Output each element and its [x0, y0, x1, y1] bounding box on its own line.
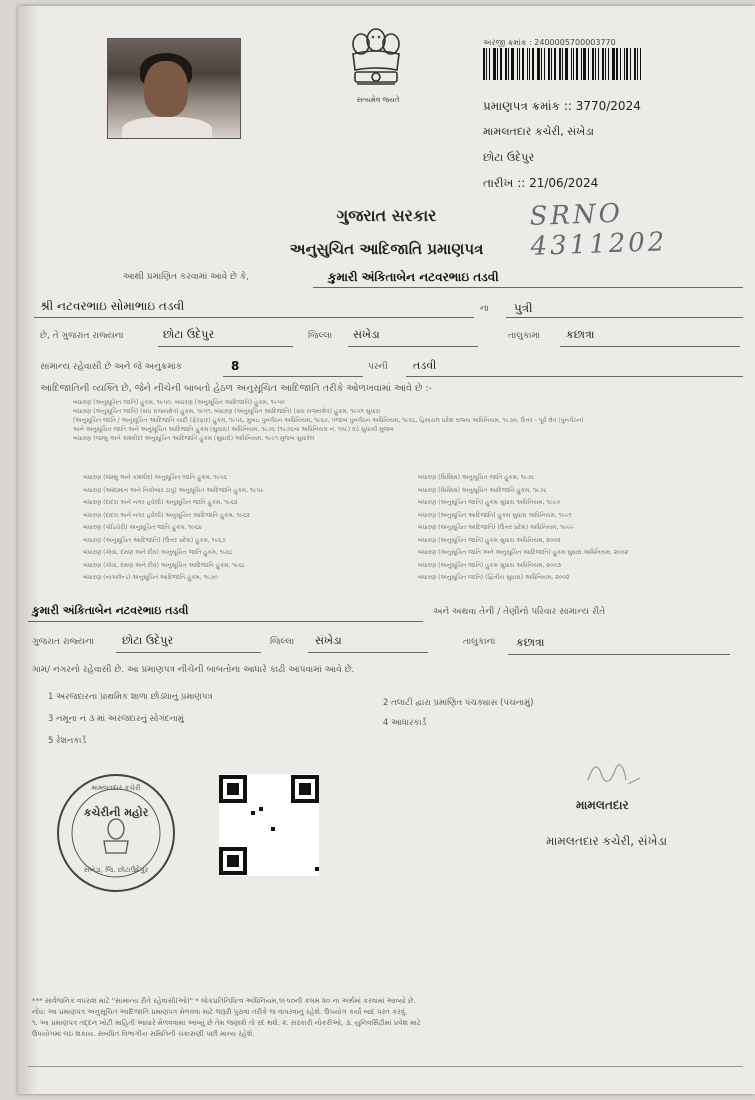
footer-line-3: ૧. આ પ્રમાણપત્ર તદ્દન ખોટી માહિતી આધારે મેળવવામાં આવ્યું છે તેમ જણાશે તો રદ થશે. ૨. સરકારી નોકરીઓ, ૩. યુનિવર્સિટીમાં પ્રવેશ માટે [32, 1019, 421, 1027]
certificate-title: અનુસુચિત આદિજાતિ પ્રમાણપત્ર [289, 240, 484, 258]
barcode [483, 48, 649, 80]
document-item-5: 5 રેશનકાર્ડ [48, 736, 87, 746]
tribe-name: તડવી [413, 359, 437, 372]
serial-number: 8 [231, 359, 240, 373]
taluka-value: કછાત્રા [566, 328, 595, 341]
footer-line-4: ઉપયોગમાં લઇ શકાય. સંબંધિત વિભાગીય સમિતિની ચકાસણી પછી માન્ય રહેશે. [32, 1030, 255, 1038]
basis-line: ગામ/ નગરનો રહેવાસી છે. આ પ્રમાણપત્ર નીચેની બાબતોના આધારે કાઢી આપવામાં આવે છે. [32, 665, 355, 675]
paper-fold [18, 6, 40, 1094]
jilla-value: સંખેડા [353, 328, 380, 341]
fine-print-line-5: બંધારણ (જમ્મુ અને કાશ્મીર) અનુસૂચિત આદિજાતિ હુકમ (સુધારો) અધિનિયમ, ૧૯૯૧ મુજબ સુધારેલ [73, 435, 315, 442]
fine-print-right-item-5: બંધારણ (અનુસૂચિત આદિજાતિ) (ઉત્તર પ્રદેશ) અધિનિયમ, ૧૯૯૯ [418, 524, 574, 531]
application-number: અરજી ક્રમાંક : 2400005700003770 [483, 38, 616, 47]
fine-print-right [418, 472, 738, 585]
certificate-page [18, 6, 755, 1094]
signatory-office: મામલતદાર કચેરી, સંખેડા [546, 834, 668, 848]
fine-print-line-3: (અનુસૂચિત જાતિ / અનુસૂચિત આદિજાતિ યાદી (ફેરફાર) હુકમ, ૧૯૫૬, મુંબઇ પુનર્ગઠન અધિનિયમ, ૧૯૬૦, પંજાબ પુનર્ગઠન અધિનિયમ, ૧૯૬૬, હિમાચલ પ્રદેશ રાજ્ય અધિનિયમ, ૧૯૭૦, ઉત્તર - પૂર્વ ક્ષેત્ર (પુનર્ગઠન) [73, 417, 584, 424]
document-item-4: 4 આધારકાર્ડ [383, 718, 427, 728]
footer-notes [32, 996, 737, 1040]
fine-print-line-1: બંધારણ (અનુસૂચિત જાતિ) હુકમ, ૧૯૫૦, બંધારણ (અનુસૂચિત આદિજાતિ) હુકમ, ૧૯૫૦ [73, 399, 285, 406]
footer-line-2: નોંધ: આ પ્રમાણપત્ર અનુસૂચિત આદિજાતિ પ્રમાણપત્ર મેળવવા માટે જરૂરી પુરાવા તરીકે જ વાપરવાનું રહેશે. ઉપયોગ કર્યા બાદ પરત કરવું. [32, 1008, 408, 1016]
signatory-title: મામલતદાર [576, 798, 629, 812]
jilla-label-2: જિલ્લા [270, 637, 295, 647]
fine-print-right-item-4: બંધારણ (અનુસૂચિત આદિજાતિ) હુકમ સુધારા અધિનિયમ, ૧૯૯૧ [418, 511, 572, 519]
fine-print-full [73, 398, 743, 443]
fine-print-left-item-9: બંધારણ (નાગાલેન્ડ) અનુસૂચિત આદિજાતિ હુકમ, ૧૯૭૦ [83, 574, 218, 581]
fine-print-left-item-6: બંધારણ (અનુસૂચિત આદિજાતિ) (ઉત્તર પ્રદેશ) હુકમ, ૧૯૬૭ [83, 536, 226, 544]
applicant-name-repeat: કુમારી અંકિતાબેન નટવરભાઇ તડવી [32, 604, 189, 617]
handwritten-serial: SRNO 4311202 [529, 198, 668, 262]
fine-print-right-item-8: બંધારણ (અનુસૂચિત જાતિ) હુકમ સુધારા અધિનિયમ, ૨૦૦૩ [418, 561, 562, 569]
fine-print-left-item-3: બંધારણ (દાદરા અને નગર હવેલી) અનુસૂચિત જાતિ હુકમ, ૧૯૬૨ [83, 499, 238, 506]
family-line: અને અથવા તેની / તેણીનો પરિવાર સામાન્ય રીતે [433, 607, 606, 617]
fine-print-right-item-2: બંધારણ (સિક્કિમ) અનુસૂચિત આદિજાતિ હુકમ, ૧૯૭૮ [418, 486, 548, 494]
fine-print-right-item-1: બંધારણ (સિક્કિમ) અનુસૂચિત જાતિ હુકમ, ૧૯૭૮ [418, 474, 535, 481]
father-name: શ્રી નટવરભાઇ સોમાભાઇ તડવી [40, 299, 185, 313]
fine-print-left-item-7: બંધારણ (ગોવા, દમણ અને દીવ) અનુસૂચિત જાતિ હુકમ, ૧૯૬૮ [83, 549, 233, 556]
fine-print-left-item-4: બંધારણ (દાદરા અને નગર હવેલી) અનુસૂચિત આદિજાતિ હુકમ, ૧૯૬૨ [83, 511, 250, 519]
document-item-2: 2 તલાટી દ્વારા પ્રમાણિત પંચક્યાસ (પંચનામું) [383, 698, 534, 708]
relation: પુત્રી [514, 301, 533, 315]
fine-print-left-item-2: બંધારણ (આંદામાન અને નિકોબાર ટાપુ) અનુસૂચિત આદિજાતિ હુકમ, ૧૯૫૯ [83, 486, 264, 494]
district-value-2: છોટા ઉદેપુર [122, 634, 174, 647]
applicant-photo [107, 38, 241, 139]
jilla-value-2: સંખેડા [315, 634, 342, 647]
footer-line-1: *** સાર્વજનિક વપરાશ માટે "સામાન્ય રીતે રહેવાસી(ઓ)" * લોકપ્રતિનિધિત્વ અધિનિયમ,૧૯૫૦ની કલમ ૨૦ ના અર્થમાં કરવામાં આવ્યો છે. [32, 997, 416, 1005]
certificate-number: પ્રમાણપત્ર ક્રમાંક :: 3770/2024 [483, 99, 641, 113]
seal-bottom-text: સંખેડા, જિ. છોટાઉદેપુર [83, 866, 149, 874]
issue-date: તારીખ :: 21/06/2024 [483, 176, 599, 190]
emblem-caption: સત્યમેવ જયતે [356, 96, 400, 104]
state-label-2: ગુજરાત રાજ્યના [32, 637, 95, 647]
fine-print-right-item-7: બંધારણ (અનુસૂચિત જાતિ અને અનુસૂચિત આદિજાતિ) હુકમ સુધારા અધિનિયમ, ૨૦૦૨ [418, 549, 628, 556]
issuing-office: મામલતદાર કચેરી, સંખેડા [483, 125, 594, 138]
residence-text: સામાન્ય રહેવાસી છે અને જે અનુક્રમાંક [40, 362, 183, 372]
district-value: છોટા ઉદેપુર [163, 328, 215, 341]
fine-print-right-item-9: બંધારણ (અનુસૂચિત જાતિ) (દ્વિતીય સુધારા) અધિનિયમ, ૨૦૦૨ [418, 574, 570, 581]
issuing-district: છોટા ઉદેપુર [483, 151, 535, 164]
state-label: છે, તે ગુજરાત રાજ્યના [40, 331, 124, 341]
tribe-basis-text: આદિજાતિની વ્યક્તિ છે, જેને નીચેની બાબતો હેઠળ અનુસૂચિત આદિજાતિ તરીકે ઓળખવામાં આવે છે :- [40, 383, 432, 394]
taluka-label-2: તાલુકાના [463, 637, 496, 647]
seal-center-text: કચેરીની મહોર [83, 806, 149, 819]
fine-print-right-item-3: બંધારણ (અનુસૂચિત જાતિ) હુકમ સુધારા અધિનિયમ, ૧૯૯૦ [418, 499, 560, 506]
qr-code [219, 774, 319, 876]
document-item-1: 1 અરજદારના પ્રાથમિક શાળા છોડ્યાનું પ્રમાણપત્ર [48, 692, 213, 702]
fine-print-line-4: અને અનુસૂચિત જાતિ અને અનુસૂચિત આદિજાતિ હુકમ (સુધારા) અધિનિયમ, ૧૯૭૬ (૧૯૭૬ના અધિનિયમ નં. ૧૦૮) વડે સુધાર્યા મુજબ [73, 426, 394, 433]
fine-print-line-2: બંધારણ (અનુસૂચિત જાતિ) (સંઘ રાજ્યક્ષેત્ર) હુકમ, ૧૯૫૧, બંધારણ (અનુસૂચિત આદિજાતિ) (સંઘ રાજ્યક્ષેત્ર) હુકમ, ૧૯૫૧ સુધારા [73, 408, 381, 415]
seal-top-text: મામલતદાર કચેરી [91, 784, 141, 792]
state-emblem-icon [343, 22, 409, 106]
applicant-name: કુમારી અંકિતાબેન નટવરભાઇ તડવી [328, 270, 499, 284]
parni-label: પરની [368, 362, 388, 372]
fine-print-right-item-6: બંધારણ (અનુસૂચિત જાતિ) હુકમ સુધારા અધિનિયમ, ૨૦૦૨ [418, 536, 561, 544]
fine-print-left [83, 472, 403, 585]
jilla-label: જિલ્લા [308, 331, 333, 341]
intro-text: આથી પ્રમાણિત કરવામાં આવે છે કે, [123, 272, 250, 282]
fine-print-left-item-1: બંધારણ (જમ્મુ અને કાશ્મીર) અનુસૂચિત જાતિ હુકમ, ૧૯૫૬ [83, 474, 228, 481]
na-label: ના [480, 304, 489, 314]
signature-mark [578, 750, 648, 794]
taluka-label: તાલુકામાં [508, 331, 541, 341]
taluka-value-2: કછાત્રા [516, 636, 545, 649]
document-item-3: 3 નમૂના નં ૩ માં અરજદારનું સોગંદનામું [48, 714, 184, 724]
government-title: ગુજરાત સરકાર [336, 206, 437, 225]
fine-print-left-item-8: બંધારણ (ગોવા, દમણ અને દીવ) અનુસૂચિત આદિજાતિ હુકમ, ૧૯૬૮ [83, 561, 246, 569]
fine-print-left-item-5: બંધારણ (પોંડિચેરી) અનુસૂચિત જાતિ હુકમ, ૧૯૬૪ [83, 524, 202, 531]
